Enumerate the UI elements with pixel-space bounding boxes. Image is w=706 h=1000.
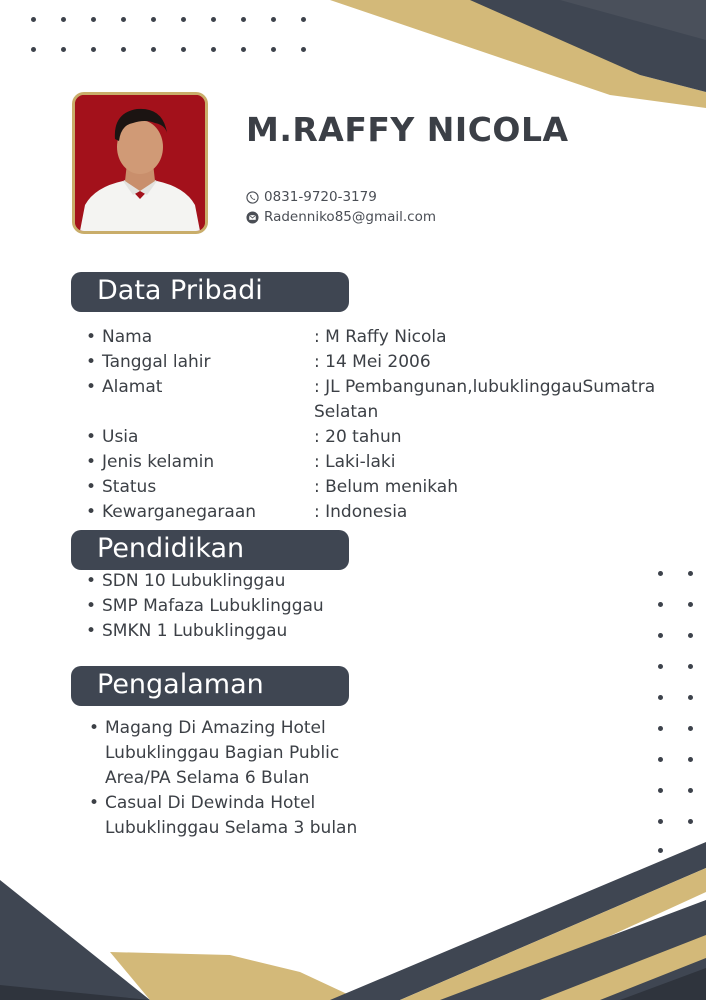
list-item: • Magang Di Amazing Hotel Lubuklinggau Bagian Public Area/PA Selama 6 Bulan: [89, 718, 340, 788]
section-header-experience: [71, 666, 349, 706]
email-contact: [246, 209, 436, 225]
email-address: Radenniko85@gmail.com: [264, 209, 436, 225]
list-item: • Nama : M Raffy Nicola: [86, 327, 447, 347]
list-item: • Casual Di Dewinda Hotel Lubuklinggau Selama 3 bulan: [89, 793, 358, 838]
list-item: • Kewarganegaraan : Indonesia: [86, 502, 408, 522]
full-name: M.RAFFY NICOLA: [246, 110, 569, 149]
list-item: • Alamat : JL Pembangunan,lubuklinggauSumatra Selatan: [86, 377, 656, 422]
list-item: • SDN 10 Lubuklinggau: [86, 571, 286, 591]
dot-pattern-top: [23, 12, 323, 62]
section-title: Pengalaman: [97, 669, 264, 700]
dot-pattern-right: [655, 568, 700, 858]
education-list: [86, 569, 324, 644]
phone-contact: [246, 189, 377, 205]
phone-icon: [246, 191, 259, 204]
section-header-personal: [71, 272, 349, 312]
section-header-education: [71, 530, 349, 570]
profile-photo: [72, 92, 208, 234]
personal-data-list: [86, 325, 676, 525]
list-item: • Jenis kelamin : Laki-laki: [86, 452, 396, 472]
email-icon: [246, 211, 259, 224]
section-title: Pendidikan: [97, 533, 245, 564]
list-item: • Tanggal lahir : 14 Mei 2006: [86, 352, 431, 372]
list-item: • Status : Belum menikah: [86, 477, 458, 497]
list-item: • Usia : 20 tahun: [86, 427, 402, 447]
list-item: • SMKN 1 Lubuklinggau: [86, 621, 288, 641]
experience-list: [89, 716, 365, 841]
section-title: Data Pribadi: [97, 275, 263, 306]
phone-number: 0831-9720-3179: [264, 189, 377, 205]
person-silhouette-icon: [75, 95, 205, 231]
list-item: • SMP Mafaza Lubuklinggau: [86, 596, 324, 616]
